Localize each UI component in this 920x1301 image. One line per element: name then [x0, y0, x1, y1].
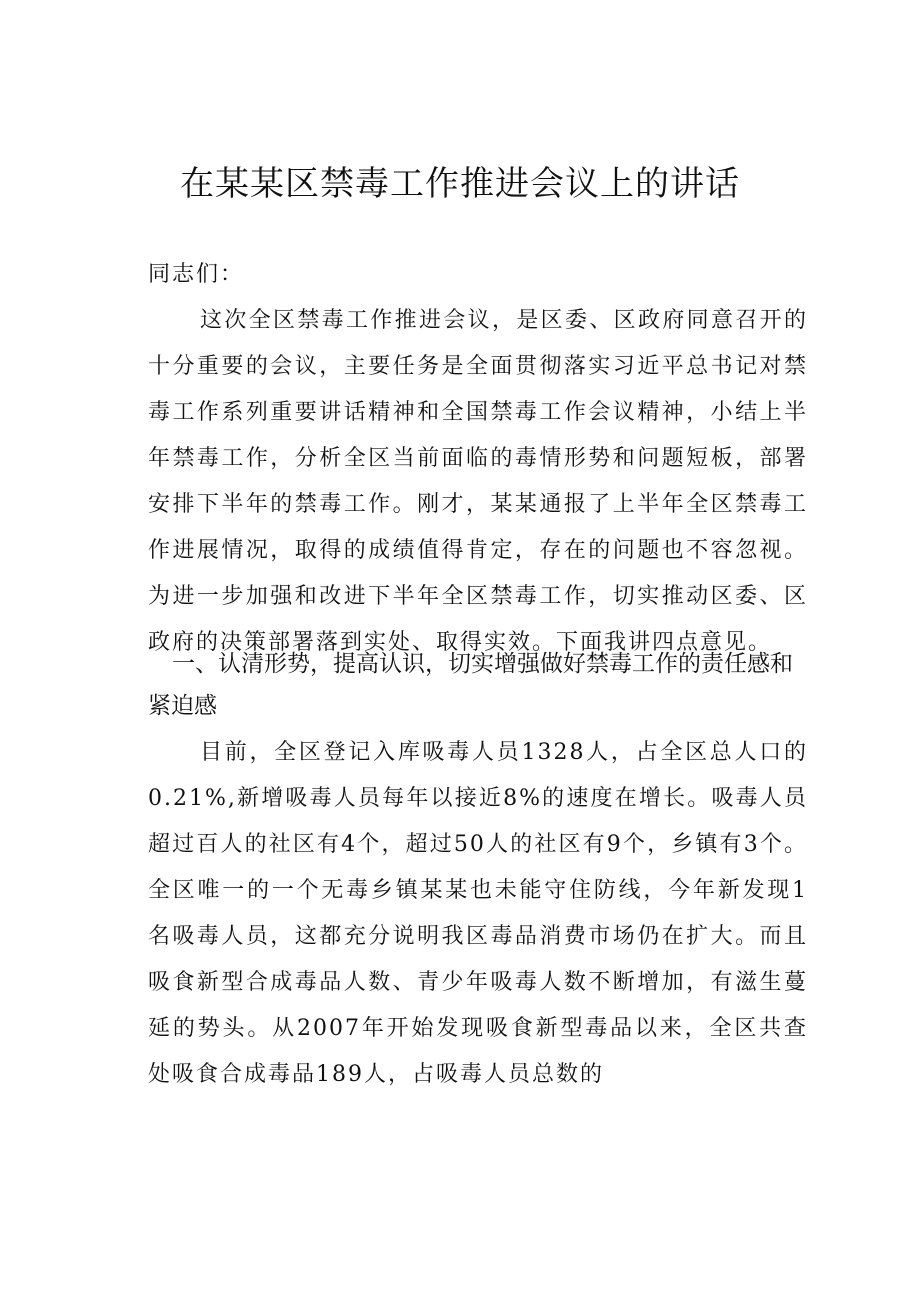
paragraph-situation: 目前，全区登记入库吸毒人员1328人，占全区总人口的0.21%,新增吸毒人员每年以接近8%的速度在增长。吸毒人员超过百人的社区有4个，超过50人的社区有9个，乡镇有3个。全区唯一的一个无毒乡镇某某也未能守住防线，今年新发现1名吸毒人员，这都充分说明我区毒品消费市场仍在扩大。而且吸食新型合成毒品人数、青少年吸毒人数不断增加，有滋生蔓延的势头。从2007年开始发现吸食新型毒品以来，全区共查处吸食合成毒品189人，占吸毒人员总数的: [148, 740, 808, 1087]
paragraph-intro: 这次全区禁毒工作推进会议，是区委、区政府同意召开的十分重要的会议，主要任务是全面贯彻落实习近平总书记对禁毒工作系列重要讲话精神和全国禁毒工作会议精神，小结上半年禁毒工作，分析全区当前面临的毒情形势和问题短板，部署安排下半年的禁毒工作。刚才，某某通报了上半年全区禁毒工作进展情况，取得的成绩值得肯定，存在的问题也不容忽视。为进一步加强和改进下半年全区禁毒工作，切实推动区委、区政府的决策部署落到实处、取得实效。下面我讲四点意见。: [148, 308, 808, 655]
greeting: 同志们：: [148, 262, 245, 287]
section-heading-1: 一、认清形势，提高认识，切实增强做好禁毒工作的责任感和紧迫感: [148, 651, 793, 719]
page-title: 在某某区禁毒工作推进会议上的讲话: [180, 164, 740, 204]
